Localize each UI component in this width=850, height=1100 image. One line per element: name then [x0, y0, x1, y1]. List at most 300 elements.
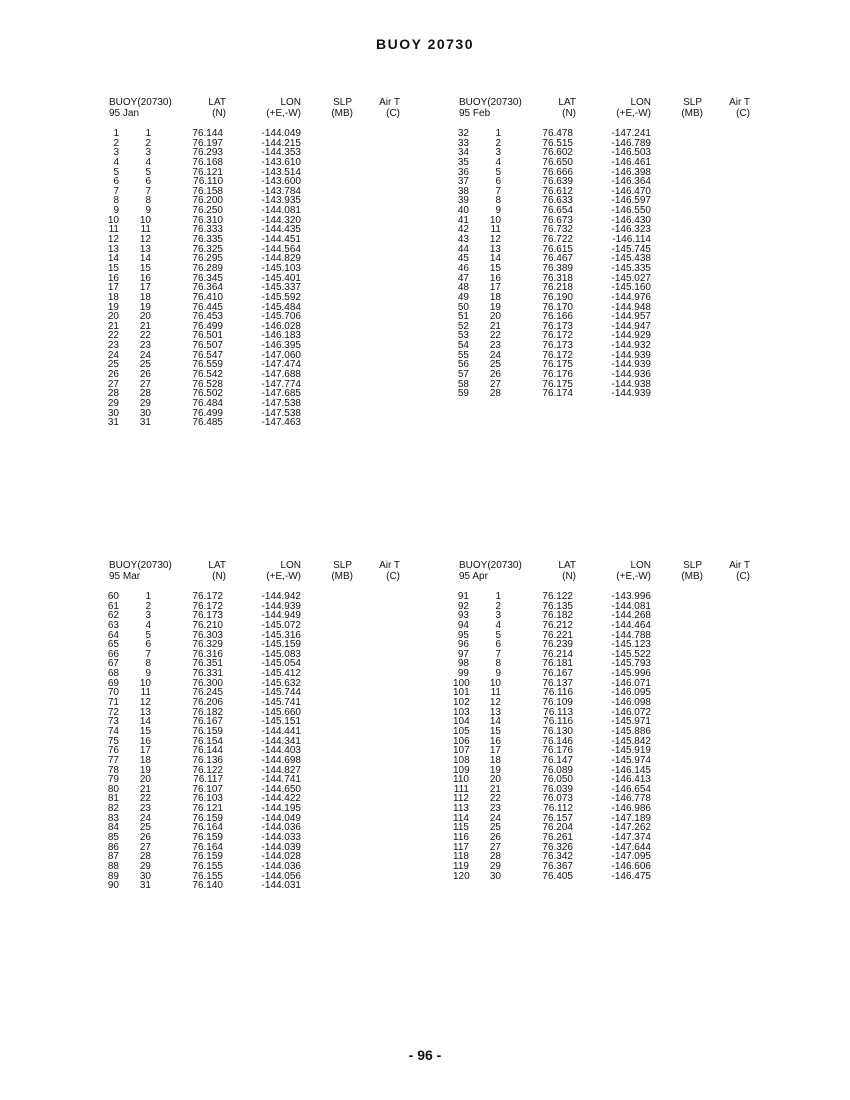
seq-cell: 92 [457, 600, 469, 612]
lat-cell: 76.122 [542, 591, 573, 602]
lat-cell: 76.453 [192, 311, 223, 323]
lat-cell: 76.612 [542, 185, 573, 197]
lat-cell: 76.722 [542, 234, 573, 246]
seq-cell: 54 [457, 340, 469, 352]
seq-cell: 27 [107, 378, 119, 390]
lat-cell: 76.602 [542, 147, 573, 159]
lat-cell: 76.342 [542, 851, 573, 863]
lon-cell: -145.974 [611, 754, 651, 766]
lat-cell: 76.331 [192, 668, 223, 680]
lon-cell: -146.145 [611, 764, 651, 776]
day-cell: 17 [489, 745, 501, 757]
seq-cell: 105 [453, 725, 470, 737]
day-cell: 14 [139, 716, 151, 728]
day-cell: 7 [495, 185, 501, 197]
seq-cell: 42 [457, 224, 469, 236]
lat-cell: 76.182 [542, 610, 573, 622]
lat-cell: 76.329 [192, 639, 223, 651]
lat-cell: 76.615 [542, 243, 573, 255]
lon-cell: -146.778 [611, 793, 651, 805]
day-cell: 2 [145, 600, 151, 612]
column-header-buoy: BUOY(20730) [459, 97, 522, 108]
lat-cell: 76.499 [192, 407, 223, 419]
day-cell: 9 [495, 668, 501, 680]
seq-cell: 78 [107, 764, 119, 776]
seq-cell: 14 [107, 253, 119, 265]
lat-cell: 76.293 [192, 147, 223, 159]
seq-cell: 98 [457, 658, 469, 670]
day-cell: 12 [489, 234, 501, 246]
seq-cell: 26 [107, 369, 119, 381]
day-cell: 9 [145, 668, 151, 680]
lon-cell: -146.470 [611, 185, 651, 197]
lat-cell: 76.261 [542, 832, 573, 844]
lat-cell: 76.501 [192, 330, 223, 342]
lon-cell: -145.123 [611, 639, 651, 651]
day-cell: 2 [145, 137, 151, 149]
lon-cell: -145.337 [261, 282, 301, 294]
lon-cell: -144.939 [611, 359, 651, 371]
day-cell: 11 [140, 687, 151, 699]
lon-cell: -146.364 [611, 176, 651, 188]
lat-cell: 76.467 [542, 253, 573, 265]
lat-cell: 76.210 [192, 619, 223, 631]
lon-cell: -143.784 [261, 185, 301, 197]
day-cell: 15 [489, 262, 501, 274]
seq-cell: 23 [107, 340, 119, 352]
lat-cell: 76.175 [542, 378, 573, 390]
lat-cell: 76.130 [542, 725, 573, 737]
column-header-air-temp-unit: (C) [736, 571, 750, 582]
lon-cell: -144.215 [261, 137, 301, 149]
seq-cell: 87 [107, 851, 119, 863]
lon-cell: -144.451 [261, 234, 301, 246]
day-cell: 29 [139, 860, 151, 872]
lat-cell: 76.137 [542, 677, 573, 689]
lat-cell: 76.639 [542, 176, 573, 188]
lon-cell: -144.829 [261, 253, 301, 265]
lat-cell: 76.364 [192, 282, 223, 294]
column-header-slp-unit: (MB) [681, 571, 703, 582]
lon-cell: -145.072 [261, 619, 301, 631]
seq-cell: 47 [457, 272, 469, 284]
lon-cell: -145.335 [611, 262, 651, 274]
seq-cell: 32 [457, 128, 469, 139]
seq-cell: 77 [107, 754, 119, 766]
day-cell: 28 [139, 388, 151, 400]
seq-cell: 34 [457, 147, 469, 159]
day-cell: 5 [145, 166, 151, 178]
lat-cell: 76.103 [192, 793, 223, 805]
day-cell: 25 [139, 359, 151, 371]
lat-cell: 76.110 [193, 176, 223, 188]
day-cell: 8 [145, 658, 151, 670]
day-cell: 13 [139, 243, 151, 255]
day-cell: 17 [139, 282, 151, 294]
lat-cell: 76.200 [192, 195, 223, 207]
lat-cell: 76.172 [542, 349, 573, 361]
day-cell: 5 [495, 166, 501, 178]
lat-cell: 76.159 [192, 812, 223, 824]
lat-cell: 76.507 [192, 340, 223, 352]
day-cell: 30 [139, 407, 151, 419]
seq-cell: 58 [457, 378, 469, 390]
column-header-air-temp-unit: (C) [736, 108, 750, 119]
lat-cell: 76.140 [192, 880, 223, 892]
day-cell: 26 [139, 369, 151, 381]
seq-cell: 64 [107, 629, 119, 641]
seq-cell: 113 [453, 803, 469, 815]
page-title: BUOY 20730 [375, 36, 474, 52]
lat-cell: 76.166 [542, 311, 573, 323]
seq-cell: 29 [107, 397, 119, 409]
lat-cell: 76.159 [192, 725, 223, 737]
lat-cell: 76.300 [192, 677, 223, 689]
seq-cell: 66 [107, 648, 119, 660]
seq-cell: 15 [107, 262, 119, 274]
column-header-slp: SLP [333, 560, 352, 571]
lon-cell: -143.996 [611, 591, 651, 602]
day-cell: 18 [139, 291, 151, 303]
lon-cell: -146.461 [611, 156, 651, 168]
lat-cell: 76.478 [542, 128, 573, 139]
seq-cell: 119 [453, 860, 469, 872]
seq-cell: 107 [453, 745, 470, 757]
seq-cell: 52 [457, 320, 469, 332]
lon-cell: -145.522 [611, 648, 651, 660]
lat-cell: 76.116 [543, 716, 573, 728]
seq-cell: 24 [107, 349, 119, 361]
lon-cell: -144.650 [261, 783, 301, 795]
lon-cell: -145.054 [261, 658, 301, 670]
seq-cell: 16 [107, 272, 119, 284]
seq-cell: 44 [457, 243, 469, 255]
day-cell: 7 [145, 648, 151, 660]
seq-cell: 35 [457, 156, 469, 168]
column-header-lat-unit: (N) [562, 571, 576, 582]
day-cell: 15 [139, 725, 151, 737]
column-header-lat: LAT [558, 560, 576, 571]
day-cell: 23 [139, 340, 151, 352]
seq-cell: 102 [453, 697, 470, 709]
lon-cell: -146.475 [611, 870, 651, 882]
day-cell: 29 [489, 860, 501, 872]
day-cell: 17 [139, 745, 151, 757]
seq-cell: 116 [453, 832, 469, 844]
seq-cell: 51 [457, 311, 469, 323]
seq-cell: 36 [457, 166, 469, 178]
seq-cell: 56 [457, 359, 469, 371]
day-cell: 25 [489, 359, 501, 371]
lon-cell: -144.741 [261, 774, 301, 786]
lon-cell: -145.103 [261, 262, 301, 274]
lon-cell: -147.374 [611, 832, 651, 844]
lat-cell: 76.542 [192, 369, 223, 381]
lat-cell: 76.190 [542, 291, 573, 303]
lat-cell: 76.654 [542, 205, 573, 217]
seq-cell: 68 [107, 668, 119, 680]
column-header-lat: LAT [208, 97, 226, 108]
lon-cell: -144.464 [611, 619, 651, 631]
lon-cell: -144.947 [611, 320, 651, 332]
day-cell: 10 [139, 677, 151, 689]
day-cell: 26 [139, 832, 151, 844]
lon-cell: -147.774 [261, 378, 301, 390]
lat-cell: 76.239 [542, 639, 573, 651]
seq-cell: 20 [107, 311, 119, 323]
day-cell: 16 [489, 272, 501, 284]
lon-cell: -144.320 [261, 214, 301, 226]
column-header-month: 95 Jan [109, 108, 140, 119]
seq-cell: 97 [457, 648, 469, 660]
lon-cell: -146.398 [611, 166, 651, 178]
seq-cell: 31 [107, 417, 119, 429]
seq-cell: 80 [107, 783, 119, 795]
lon-cell: -147.474 [261, 359, 301, 371]
lon-cell: -146.323 [611, 224, 651, 236]
day-cell: 18 [139, 754, 151, 766]
seq-cell: 38 [457, 185, 469, 197]
day-cell: 22 [139, 793, 151, 805]
day-cell: 16 [139, 735, 151, 747]
day-cell: 4 [495, 619, 501, 631]
lat-cell: 76.316 [192, 648, 223, 660]
seq-cell: 12 [107, 234, 119, 246]
column-header-month: 95 Apr [459, 571, 488, 582]
day-cell: 2 [495, 137, 501, 149]
lat-cell: 76.173 [542, 320, 573, 332]
lat-cell: 76.172 [192, 600, 223, 612]
lon-cell: -145.159 [261, 639, 301, 651]
seq-cell: 109 [453, 764, 470, 776]
day-cell: 5 [145, 629, 151, 641]
seq-cell: 45 [457, 253, 469, 265]
lat-cell: 76.113 [543, 706, 573, 718]
lat-cell: 76.122 [192, 764, 223, 776]
lon-cell: -145.660 [261, 706, 301, 718]
seq-cell: 39 [457, 195, 469, 207]
day-cell: 15 [139, 262, 151, 274]
lon-cell: -144.698 [261, 754, 301, 766]
lon-cell: -144.049 [261, 128, 301, 139]
lon-cell: -144.827 [261, 764, 301, 776]
lat-cell: 76.204 [542, 822, 573, 834]
day-cell: 6 [145, 176, 151, 188]
lat-cell: 76.559 [192, 359, 223, 371]
lon-cell: -144.081 [611, 600, 651, 612]
column-header-air-temp: Air T [729, 560, 750, 571]
lon-cell: -146.654 [611, 783, 651, 795]
lon-cell: -147.644 [611, 841, 651, 853]
seq-cell: 55 [457, 349, 469, 361]
lat-cell: 76.310 [192, 214, 223, 226]
lat-cell: 76.144 [192, 745, 223, 757]
day-cell: 23 [139, 803, 151, 815]
seq-cell: 114 [453, 812, 469, 824]
lat-cell: 76.221 [542, 629, 573, 641]
lat-cell: 76.515 [542, 137, 573, 149]
column-header-air-temp: Air T [379, 97, 400, 108]
seq-cell: 74 [107, 725, 119, 737]
day-cell: 6 [145, 639, 151, 651]
day-cell: 28 [489, 388, 501, 400]
lon-cell: -144.028 [261, 851, 301, 863]
column-header-lon: LON [630, 97, 651, 108]
seq-cell: 57 [457, 369, 469, 381]
seq-cell: 65 [107, 639, 119, 651]
lat-cell: 76.351 [192, 658, 223, 670]
lon-cell: -144.948 [611, 301, 651, 313]
day-cell: 12 [489, 697, 501, 709]
lat-cell: 76.116 [543, 687, 573, 699]
lat-cell: 76.089 [542, 764, 573, 776]
column-header-slp-unit: (MB) [331, 108, 353, 119]
day-cell: 11 [140, 224, 151, 236]
seq-cell: 101 [453, 687, 470, 699]
seq-cell: 108 [453, 754, 470, 766]
day-cell: 21 [139, 320, 151, 332]
seq-cell: 10 [107, 214, 119, 226]
lat-cell: 76.121 [192, 803, 223, 815]
day-cell: 13 [489, 243, 501, 255]
seq-cell: 79 [107, 774, 119, 786]
lat-cell: 76.147 [542, 754, 573, 766]
lon-cell: -144.341 [261, 735, 301, 747]
seq-cell: 62 [107, 610, 119, 622]
lon-cell: -146.095 [611, 687, 651, 699]
lon-cell: -144.939 [611, 388, 651, 400]
seq-cell: 11 [108, 224, 119, 236]
seq-cell: 21 [107, 320, 119, 332]
lon-cell: -145.592 [261, 291, 301, 303]
lon-cell: -147.463 [261, 417, 301, 429]
day-cell: 14 [489, 716, 501, 728]
day-cell: 20 [489, 774, 501, 786]
lon-cell: -144.939 [261, 600, 301, 612]
lat-cell: 76.112 [543, 803, 573, 815]
day-cell: 1 [495, 128, 501, 139]
lat-cell: 76.673 [542, 214, 573, 226]
lat-cell: 76.295 [192, 253, 223, 265]
lat-cell: 76.650 [542, 156, 573, 168]
seq-cell: 112 [453, 793, 469, 805]
lon-cell: -146.789 [611, 137, 651, 149]
seq-cell: 95 [457, 629, 469, 641]
lon-cell: -146.986 [611, 803, 651, 815]
seq-cell: 76 [107, 745, 119, 757]
seq-cell: 99 [457, 668, 469, 680]
lat-cell: 76.117 [193, 774, 223, 786]
lon-cell: -144.056 [261, 870, 301, 882]
lon-cell: -146.395 [261, 340, 301, 352]
day-cell: 23 [489, 803, 501, 815]
lat-cell: 76.157 [542, 812, 573, 824]
column-header-slp: SLP [333, 97, 352, 108]
day-cell: 1 [495, 591, 501, 602]
day-cell: 4 [495, 156, 501, 168]
seq-cell: 117 [453, 841, 469, 853]
day-cell: 26 [489, 369, 501, 381]
day-cell: 29 [139, 397, 151, 409]
day-cell: 18 [489, 291, 501, 303]
seq-cell: 48 [457, 282, 469, 294]
lat-cell: 76.173 [192, 610, 223, 622]
lat-cell: 76.146 [542, 735, 573, 747]
lon-cell: -145.401 [261, 272, 301, 284]
seq-cell: 81 [107, 793, 119, 805]
day-cell: 27 [139, 378, 151, 390]
seq-cell: 53 [457, 330, 469, 342]
seq-cell: 83 [107, 812, 119, 824]
day-cell: 16 [139, 272, 151, 284]
lon-cell: -144.949 [261, 610, 301, 622]
lat-cell: 76.345 [192, 272, 223, 284]
seq-cell: 91 [457, 591, 469, 602]
day-cell: 28 [489, 851, 501, 863]
lon-cell: -145.160 [611, 282, 651, 294]
lon-cell: -144.422 [261, 793, 301, 805]
day-cell: 25 [139, 822, 151, 834]
lat-cell: 76.155 [192, 860, 223, 872]
lon-cell: -147.538 [261, 397, 301, 409]
lat-cell: 76.182 [192, 706, 223, 718]
lon-cell: -145.842 [611, 735, 651, 747]
day-cell: 27 [139, 841, 151, 853]
seq-cell: 22 [107, 330, 119, 342]
seq-cell: 115 [453, 822, 469, 834]
lon-cell: -144.976 [611, 291, 651, 303]
column-header-slp-unit: (MB) [681, 108, 703, 119]
lon-cell: -145.793 [611, 658, 651, 670]
lon-cell: -146.114 [612, 234, 651, 246]
column-header-lon-unit: (+E,-W) [616, 108, 651, 119]
lat-cell: 76.168 [192, 156, 223, 168]
day-cell: 31 [139, 880, 151, 892]
column-header-lat-unit: (N) [212, 571, 226, 582]
seq-cell: 6 [113, 176, 119, 188]
lat-cell: 76.073 [542, 793, 573, 805]
lon-cell: -145.886 [611, 725, 651, 737]
seq-cell: 69 [107, 677, 119, 689]
lon-cell: -144.403 [261, 745, 301, 757]
day-cell: 7 [495, 648, 501, 660]
day-cell: 19 [489, 301, 501, 313]
day-cell: 19 [139, 301, 151, 313]
day-cell: 16 [489, 735, 501, 747]
lat-cell: 76.172 [192, 591, 223, 602]
lat-cell: 76.212 [542, 619, 573, 631]
day-cell: 28 [139, 851, 151, 863]
seq-cell: 94 [457, 619, 469, 631]
lat-cell: 76.666 [542, 166, 573, 178]
lon-cell: -144.435 [261, 224, 301, 236]
day-cell: 13 [489, 706, 501, 718]
lat-cell: 76.389 [542, 262, 573, 274]
seq-cell: 37 [457, 176, 469, 188]
column-header-lat-unit: (N) [212, 108, 226, 119]
lat-cell: 76.410 [192, 291, 223, 303]
lat-cell: 76.405 [542, 870, 573, 882]
column-header-air-temp-unit: (C) [386, 571, 400, 582]
lat-cell: 76.135 [542, 600, 573, 612]
lon-cell: -144.036 [261, 822, 301, 834]
day-cell: 17 [489, 282, 501, 294]
day-cell: 22 [489, 330, 501, 342]
seq-cell: 17 [107, 282, 119, 294]
day-cell: 13 [139, 706, 151, 718]
seq-cell: 88 [107, 860, 119, 872]
seq-cell: 13 [107, 243, 119, 255]
